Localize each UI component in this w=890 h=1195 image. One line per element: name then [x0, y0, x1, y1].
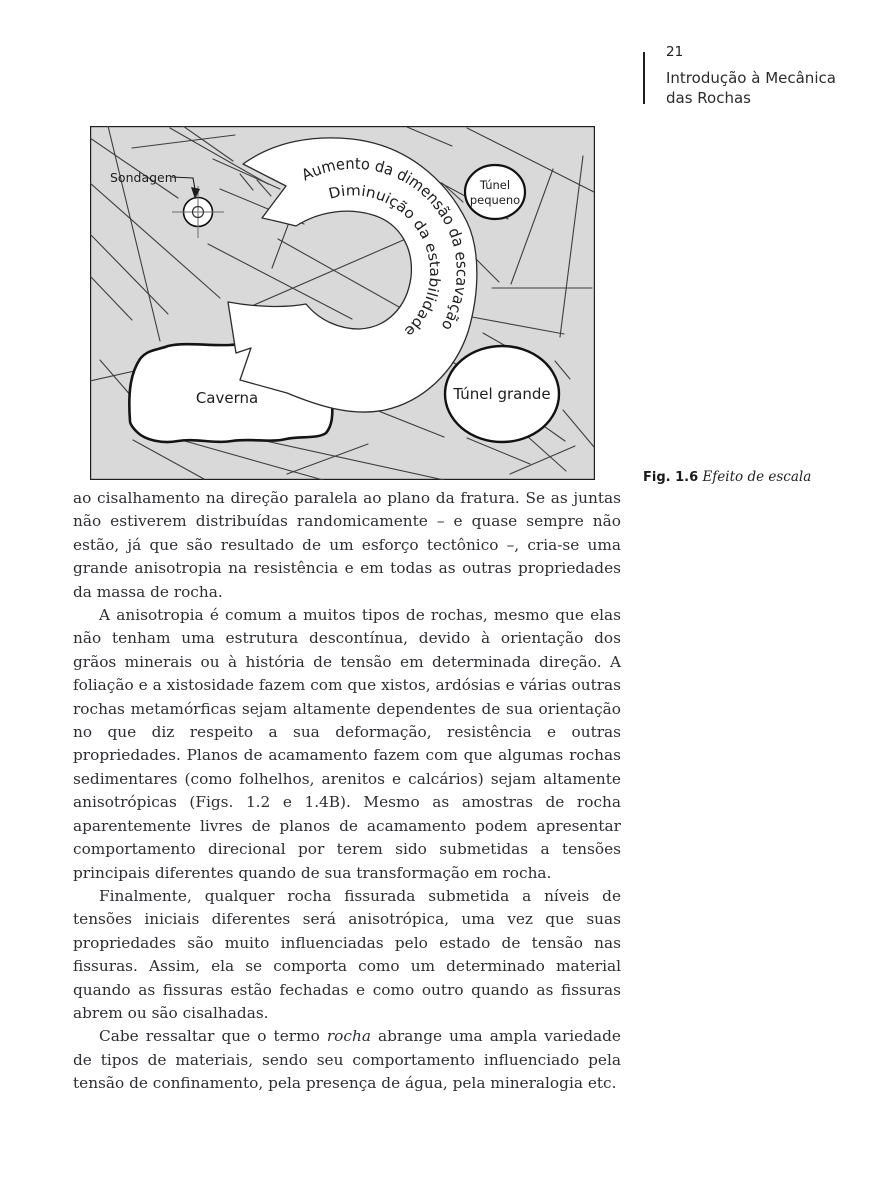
margin-rule [643, 52, 645, 104]
paragraph-4-before: Cabe ressaltar que o termo [99, 1027, 327, 1046]
paragraph-4-italic-term: rocha [326, 1027, 371, 1046]
paragraph-1: ao cisalhamento na direção paralela ao plano da fratura. Se as juntas não estiverem distribuídas randomicamente – e quase sempre não estão, já que são resultado de um esforço tectônico –, cria-se uma grande anisotropia na resistência e em todas as outras propriedades da massa de rocha. [73, 489, 621, 601]
figure-caption-title: Efeito de escala [702, 469, 812, 485]
running-title-line1: Introdução à Mecânica [666, 69, 836, 87]
paragraph-4-after: abrange uma ampla variedade de tipos de materiais, sendo seu comportamento influenciado pela tensão de confinamento, pela presença de água, pela mineralogia etc. [73, 1027, 621, 1093]
cavern-label: Caverna [195, 389, 259, 407]
borehole-label: Sondagem [110, 170, 177, 185]
body-text [73, 487, 621, 1096]
paragraph-3: Finalmente, qualquer rocha fissurada submetida a níveis de tensões iniciais diferentes será anisotrópica, uma vez que suas propriedades são muito influenciadas pelo estado de tensão nas fissuras. Assim, ela se comporta como um determinado material quando as fissuras estão fechadas e como outro quando as fissuras abrem ou são cisalhadas. [73, 886, 621, 1022]
paragraph-2: A anisotropia é comum a muitos tipos de rochas, mesmo que elas não tenham uma estrutura descontínua, devido à orientação dos grãos minerais ou à história de tensão em determinada direção. A foliação e a xistosidade fazem com que xistos, ardósias e várias outras rochas metamórficas sejam altamente dependentes de sua orientação no que diz respeito a sua deformação, resistência e outras propriedades. Planos de acamamento fazem com que algumas rochas sedimentares (como folhelhos, arenitos e calcários) sejam altamente anisotrópicas (Figs. 1.2 e 1.4B). Mesmo as amostras de rocha aparentemente livres de planos de acamamento podem apresentar comportamento direcional por terem sido submetidas a tensões principais diferentes quando de sua transformação em rocha. [73, 606, 621, 882]
tunnel-large-label: Túnel grande [453, 385, 551, 403]
paragraph-4 [73, 1025, 621, 1095]
tunnel-small-label-line1: Túnel [479, 178, 511, 192]
figure-caption-label: Fig. 1.6 [643, 470, 699, 485]
page-number: 21 [666, 44, 684, 60]
arrow-text-inner: Diminuição da estabilidade [327, 183, 443, 339]
tunnel-small-label-line2: pequeno [469, 193, 521, 207]
running-title [666, 68, 856, 108]
running-title-line2: das Rochas [666, 89, 751, 107]
figure-scale-effect [90, 126, 595, 480]
tunnel-small-shape [465, 165, 525, 219]
figure-caption [643, 469, 863, 485]
arrow-text-outer: Aumento da dimensão da escavação [298, 154, 471, 335]
